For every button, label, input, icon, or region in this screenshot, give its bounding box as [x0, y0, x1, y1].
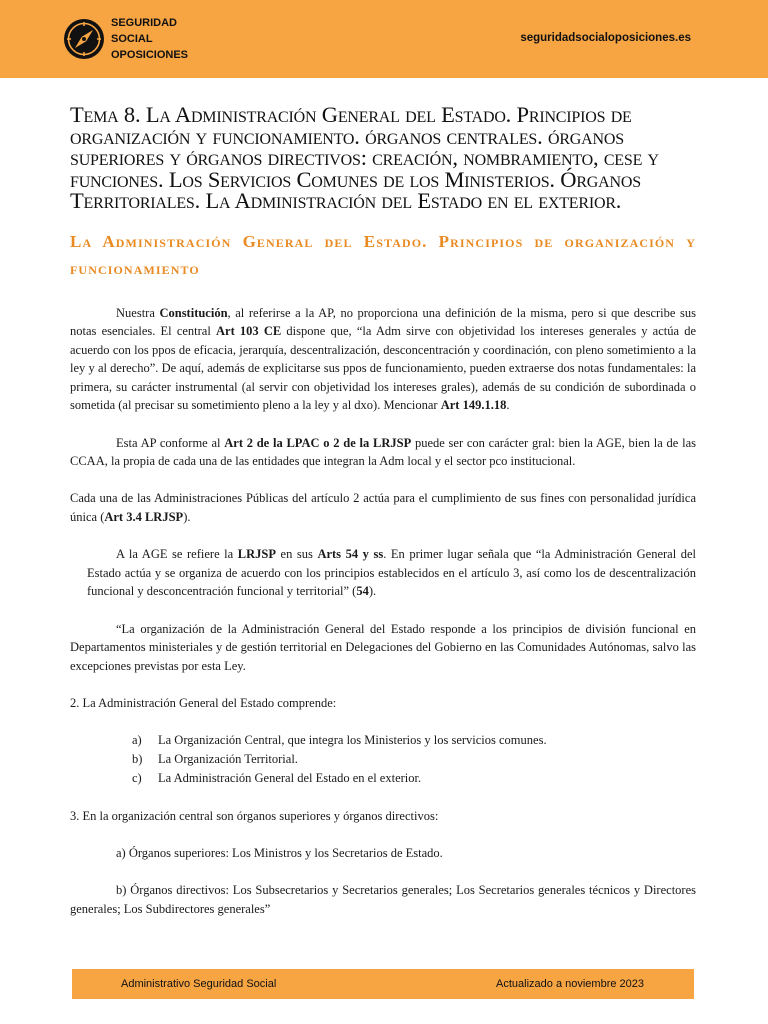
paragraph-ap-conforme: Esta AP conforme al Art 2 de la LPAC o 2 de la LRJSP puede ser con carácter gral: bien la AGE, bien la de las CCAA, la propia de cada una de las entidades que integran la Adm local y el sector pco institucional.: [70, 435, 696, 469]
brand-line: SEGURIDAD: [111, 17, 178, 29]
paragraph-organizacion-quote: “La organización de la Administración General del Estado responde a los principios de división funcional en Departamentos ministeriales y de gestión territorial en Delegaciones del Gobierno en las Comunidades Autónomas, salvo las excepciones previstas por esta Ley.: [70, 621, 696, 673]
section-title: La Administración General del Estado. Principios de organización y funcionamiento: [70, 231, 696, 278]
page-footer: [72, 969, 694, 999]
brand-line: OPOSICIONES: [111, 49, 189, 61]
document-body: [70, 104, 696, 918]
compass-icon: [63, 18, 105, 60]
list-item: b) La Organización Territorial.: [132, 752, 298, 767]
site-url-link[interactable]: seguridadsocialoposiciones.es: [520, 32, 691, 44]
brand-name: [111, 15, 188, 63]
footer-course-label: Administrativo Seguridad Social: [121, 978, 277, 990]
brand-line: SOCIAL: [111, 33, 153, 45]
paragraph-organos-directivos: b) Órganos directivos: Los Subsecretarios y Secretarios generales; Los Secretarios generales técnicos y Directores generales; Los Subdirectores generales”: [70, 883, 696, 916]
paragraph-organos-superiores: a) Órganos superiores: Los Ministros y los Secretarios de Estado.: [116, 845, 443, 860]
paragraph-age-comprende: 2. La Administración General del Estado comprende:: [70, 695, 337, 710]
paragraph-organizacion-central: 3. En la organización central son órganos superiores y órganos directivos:: [70, 808, 439, 823]
organization-list: [70, 731, 696, 788]
page-header: [0, 0, 768, 78]
paragraph-lrjsp: A la AGE se refiere la LRJSP en sus Arts 54 y ss. En primer lugar señala que “la Administración General del Estado actúa y se organiza de acuerdo con los principios establecidos en el artículo 3, así como los de descentralización funcional y desconcentración funcional y territorial” (54).: [87, 547, 697, 599]
document-title: Tema 8. La Administración General del Estado. Principios de organización y funcionamiento. órganos centrales. órganos superiores y órganos directivos: creación, nombramiento, cese y funciones. Los Servicios Comunes de los Ministerios. Órganos Territoriales. La Administración del Estado en el exterior.: [70, 102, 659, 213]
footer-updated-label: Actualizado a noviembre 2023: [496, 978, 644, 990]
paragraph-constitucion: Nuestra Constitución, al referirse a la AP, no proporciona una definición de la misma, pero si que describe sus notas esenciales. El central Art 103 CE dispone que, “la Adm sirve con objetividad los intereses generales y actúa de acuerdo con los ppos de eficacia, jerarquía, descentralización, desconcentración y coordinación, con pleno sometimiento a la ley y al derecho”. De aquí, además de explicitarse sus ppos de funcionamiento, pueden extraerse dos notas fundamentales: la primera, su carácter instrumental (al servir con objetividad los intereses grales), además de su condición de subordinada o sometida (al precisar su sometimiento pleno a la ley y al dxo). Mencionar Art 149.1.18.: [70, 305, 697, 413]
list-item: a) La Organización Central, que integra los Ministerios y los servicios comunes.: [132, 733, 547, 748]
list-item: c) La Administración General del Estado en el exterior.: [132, 771, 422, 786]
paragraph-personalidad: Cada una de las Administraciones Públicas del artículo 2 actúa para el cumplimiento de sus fines con personalidad jurídica única (Art 3.4 LRJSP).: [70, 491, 696, 525]
